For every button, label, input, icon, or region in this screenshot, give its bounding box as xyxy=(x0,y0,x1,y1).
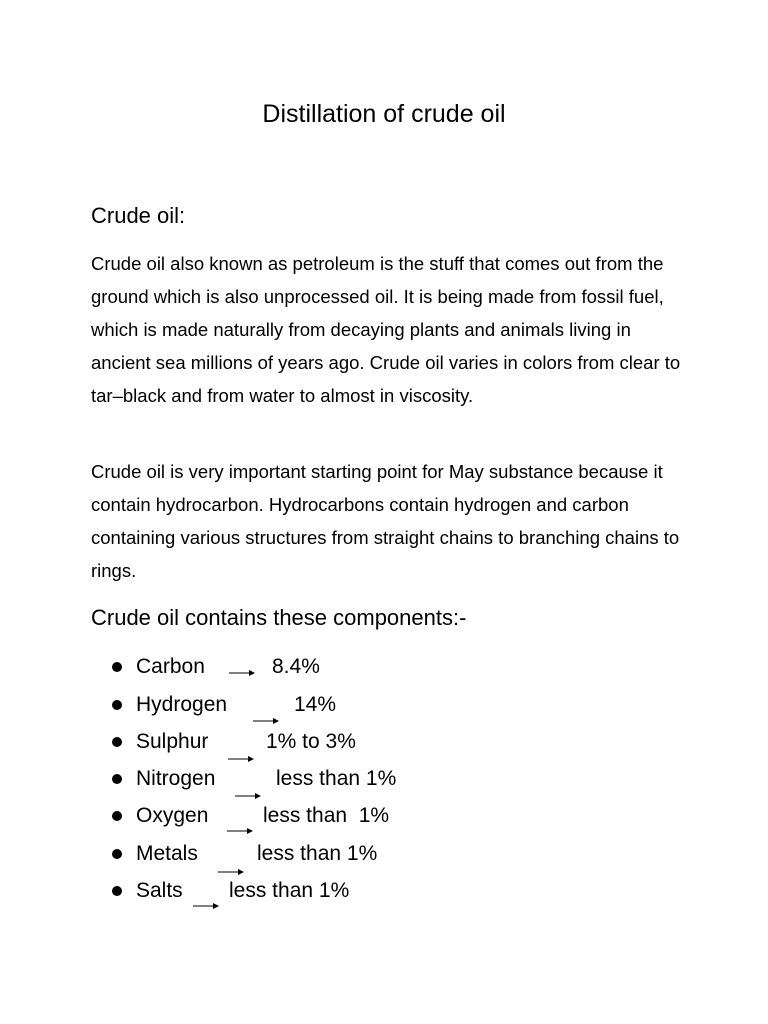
document-title: Distillation of crude oil xyxy=(262,100,506,128)
component-value: less than 1% xyxy=(263,804,390,827)
component-value: 14% xyxy=(294,693,337,716)
section-heading: Crude oil: xyxy=(91,203,186,228)
list-item xyxy=(0,839,768,869)
component-value: less than 1% xyxy=(229,879,350,902)
arrow-right-icon xyxy=(229,669,255,677)
list-item xyxy=(0,727,768,757)
arrow-right-icon xyxy=(228,755,254,763)
bullet-icon xyxy=(112,774,122,784)
list-item xyxy=(0,690,768,720)
arrow-right-icon xyxy=(218,868,244,876)
component-name: Salts xyxy=(136,879,183,902)
list-item xyxy=(0,801,768,831)
list-item xyxy=(0,764,768,794)
list-item xyxy=(0,652,768,682)
component-name: Sulphur xyxy=(136,730,209,753)
bullet-icon xyxy=(112,811,122,821)
bullet-icon xyxy=(112,662,122,672)
bullet-icon xyxy=(112,737,122,747)
component-value: 1% to 3% xyxy=(266,730,356,753)
arrow-right-icon xyxy=(253,717,279,725)
component-value: less than 1% xyxy=(276,767,397,790)
arrow-right-icon xyxy=(227,827,253,835)
component-value: 8.4% xyxy=(272,655,320,678)
component-name: Hydrogen xyxy=(136,693,228,716)
bullet-icon xyxy=(112,849,122,859)
component-name: Nitrogen xyxy=(136,767,216,790)
component-name: Metals xyxy=(136,842,198,865)
arrow-right-icon xyxy=(235,792,261,800)
paragraph: Crude oil is very important starting point for May substance because it contain hydrocarbon. Hydrocarbons contain hydrogen and carbon containing various structures from straight chains to branching chains to rings. xyxy=(91,461,680,581)
list-item xyxy=(0,876,768,906)
arrow-right-icon xyxy=(193,902,219,910)
paragraph: Crude oil also known as petroleum is the stuff that comes out from the ground which is also unprocessed oil. It is being made from fossil fuel, which is made naturally from decaying plants and animals living in ancient sea millions of years ago. Crude oil varies in colors from clear to tar–black and from water to almost in viscosity. xyxy=(91,253,681,406)
bullet-icon xyxy=(112,886,122,896)
component-name: Oxygen xyxy=(136,804,209,827)
component-name: Carbon xyxy=(136,655,205,678)
component-value: less than 1% xyxy=(257,842,378,865)
components-heading: Crude oil contains these components:- xyxy=(91,605,467,630)
bullet-icon xyxy=(112,700,122,710)
